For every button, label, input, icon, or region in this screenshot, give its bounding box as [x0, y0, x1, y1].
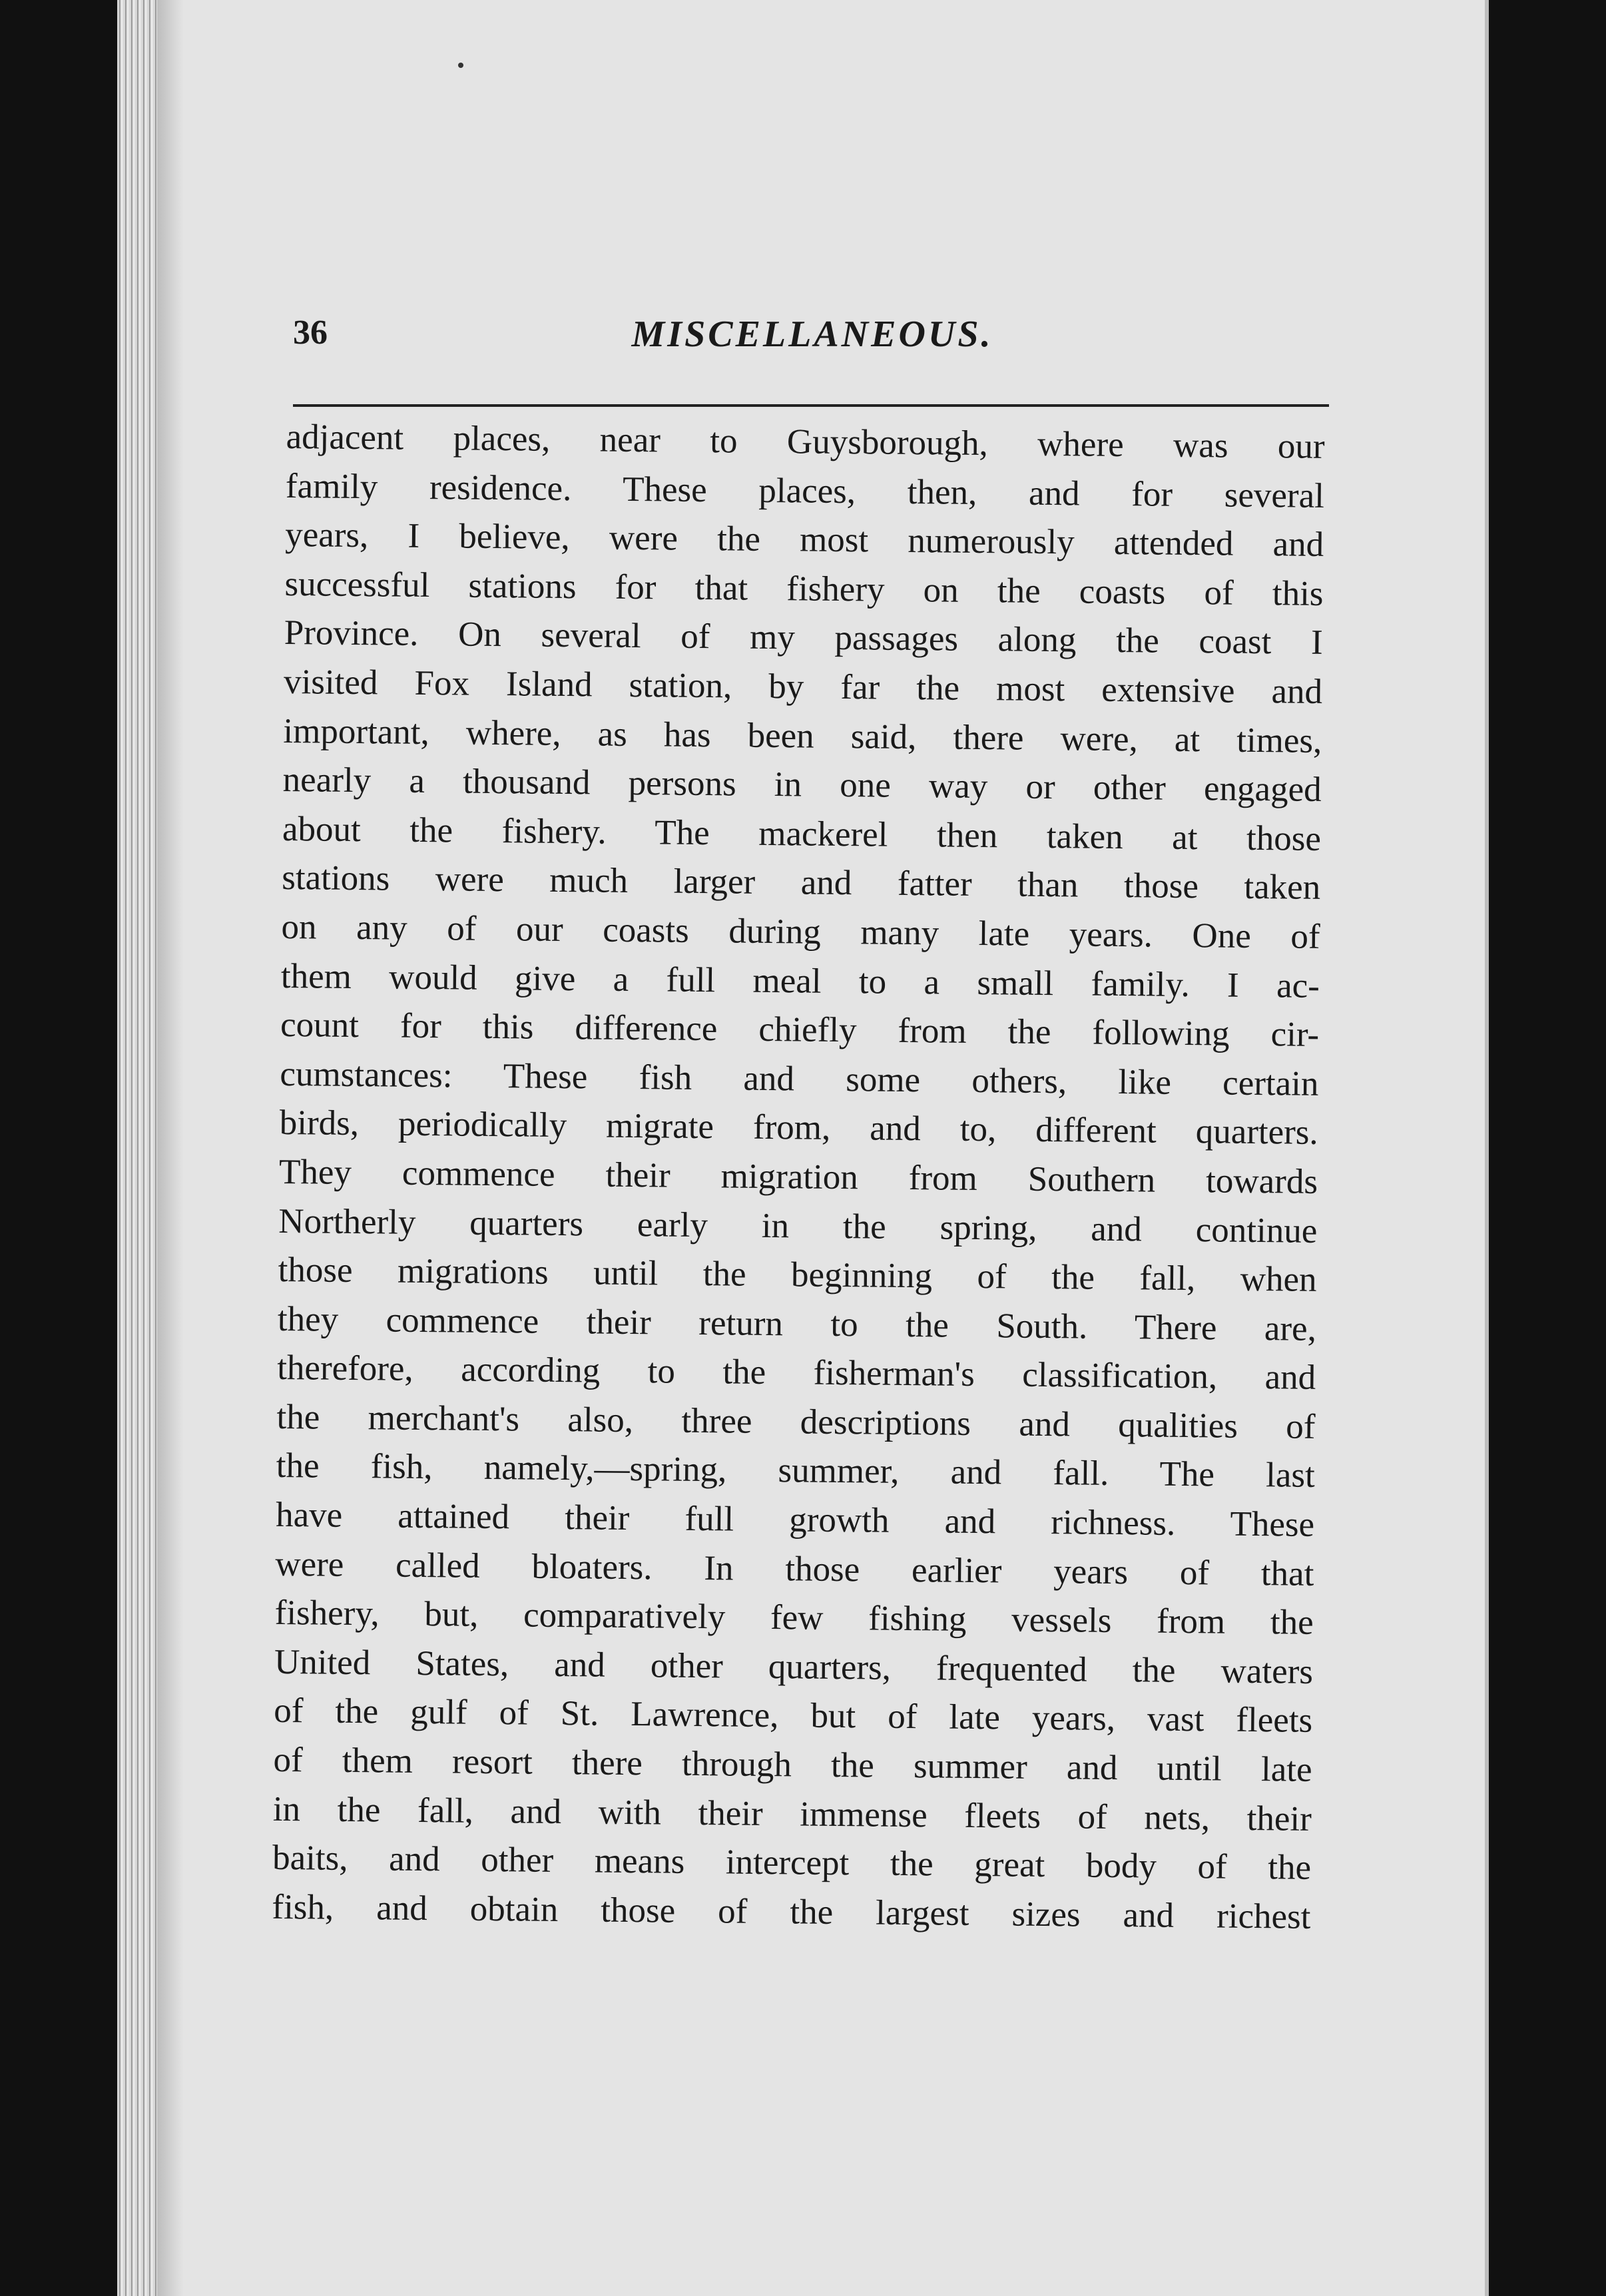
text-line: Province. On several of my passages along the coast I: [284, 613, 1324, 663]
text-line: fishery, but, comparatively few fishing vessels from the: [274, 1593, 1314, 1643]
text-line: they commence their return to the South. There are,: [277, 1299, 1317, 1348]
text-line: baits, and other means intercept the great body of the: [272, 1839, 1312, 1888]
text-line: count for this difference chiefly from the following cir-: [280, 1005, 1320, 1055]
text-line: Northerly quarters early in the spring, and continue: [278, 1201, 1318, 1251]
text-line: in the fall, and with their immense fleets of nets, their: [272, 1789, 1312, 1839]
text-line: family residence. These places, then, and for several: [285, 466, 1325, 515]
text-line: important, where, as has been said, there were, at times,: [283, 711, 1322, 760]
page-number: 36: [293, 314, 328, 352]
page-edges: [117, 0, 157, 2296]
text-line: fish, and obtain those of the largest sizes and richest: [272, 1887, 1311, 1936]
text-line: cumstances: These fish and some others, like certain: [280, 1054, 1319, 1103]
text-line: have attained their full growth and richness. These: [275, 1495, 1315, 1544]
body-text: [272, 413, 1325, 1942]
text-line: visited Fox Island station, by far the most extensive and: [283, 662, 1323, 711]
text-line: successful stations for that fishery on the coasts of this: [284, 564, 1324, 613]
binding-shadow: [157, 0, 184, 2296]
page-header: [293, 313, 1332, 386]
text-line: of the gulf of St. Lawrence, but of late years, vast fleets: [274, 1691, 1313, 1741]
scan-border: [1489, 0, 1510, 2296]
text-line: of them resort there through the summer and until late: [273, 1740, 1312, 1789]
text-line: the merchant's also, three descriptions and qualities of: [276, 1397, 1316, 1446]
text-line: about the fishery. The mackerel then taken at those: [282, 809, 1322, 858]
text-line: were called bloaters. In those earlier years of that: [275, 1544, 1314, 1593]
ink-speck: [458, 63, 463, 68]
text-line: on any of our coasts during many late years. One of: [281, 907, 1320, 956]
header-rule: [293, 404, 1329, 407]
text-line: nearly a thousand persons in one way or other engaged: [282, 760, 1322, 810]
text-line: adjacent places, near to Guysborough, where was our: [286, 417, 1325, 466]
text-line: them would give a full meal to a small family. I ac-: [280, 956, 1320, 1005]
text-line: the fish, namely,—spring, summer, and fall. The last: [276, 1446, 1316, 1496]
text-line: those migrations until the beginning of the fall, when: [278, 1251, 1317, 1300]
text-line: They commence their migration from Southern towards: [278, 1152, 1318, 1201]
text-line: birds, periodically migrate from, and to, different quarters.: [279, 1103, 1318, 1153]
text-line: therefore, according to the fisherman's classification, and: [276, 1348, 1316, 1398]
text-line: stations were much larger and fatter than those taken: [282, 858, 1321, 908]
text-line: United States, and other quarters, frequented the waters: [274, 1642, 1314, 1691]
running-head: MISCELLANEOUS.: [631, 314, 993, 355]
text-line: years, I believe, were the most numerously attended and: [284, 515, 1324, 565]
